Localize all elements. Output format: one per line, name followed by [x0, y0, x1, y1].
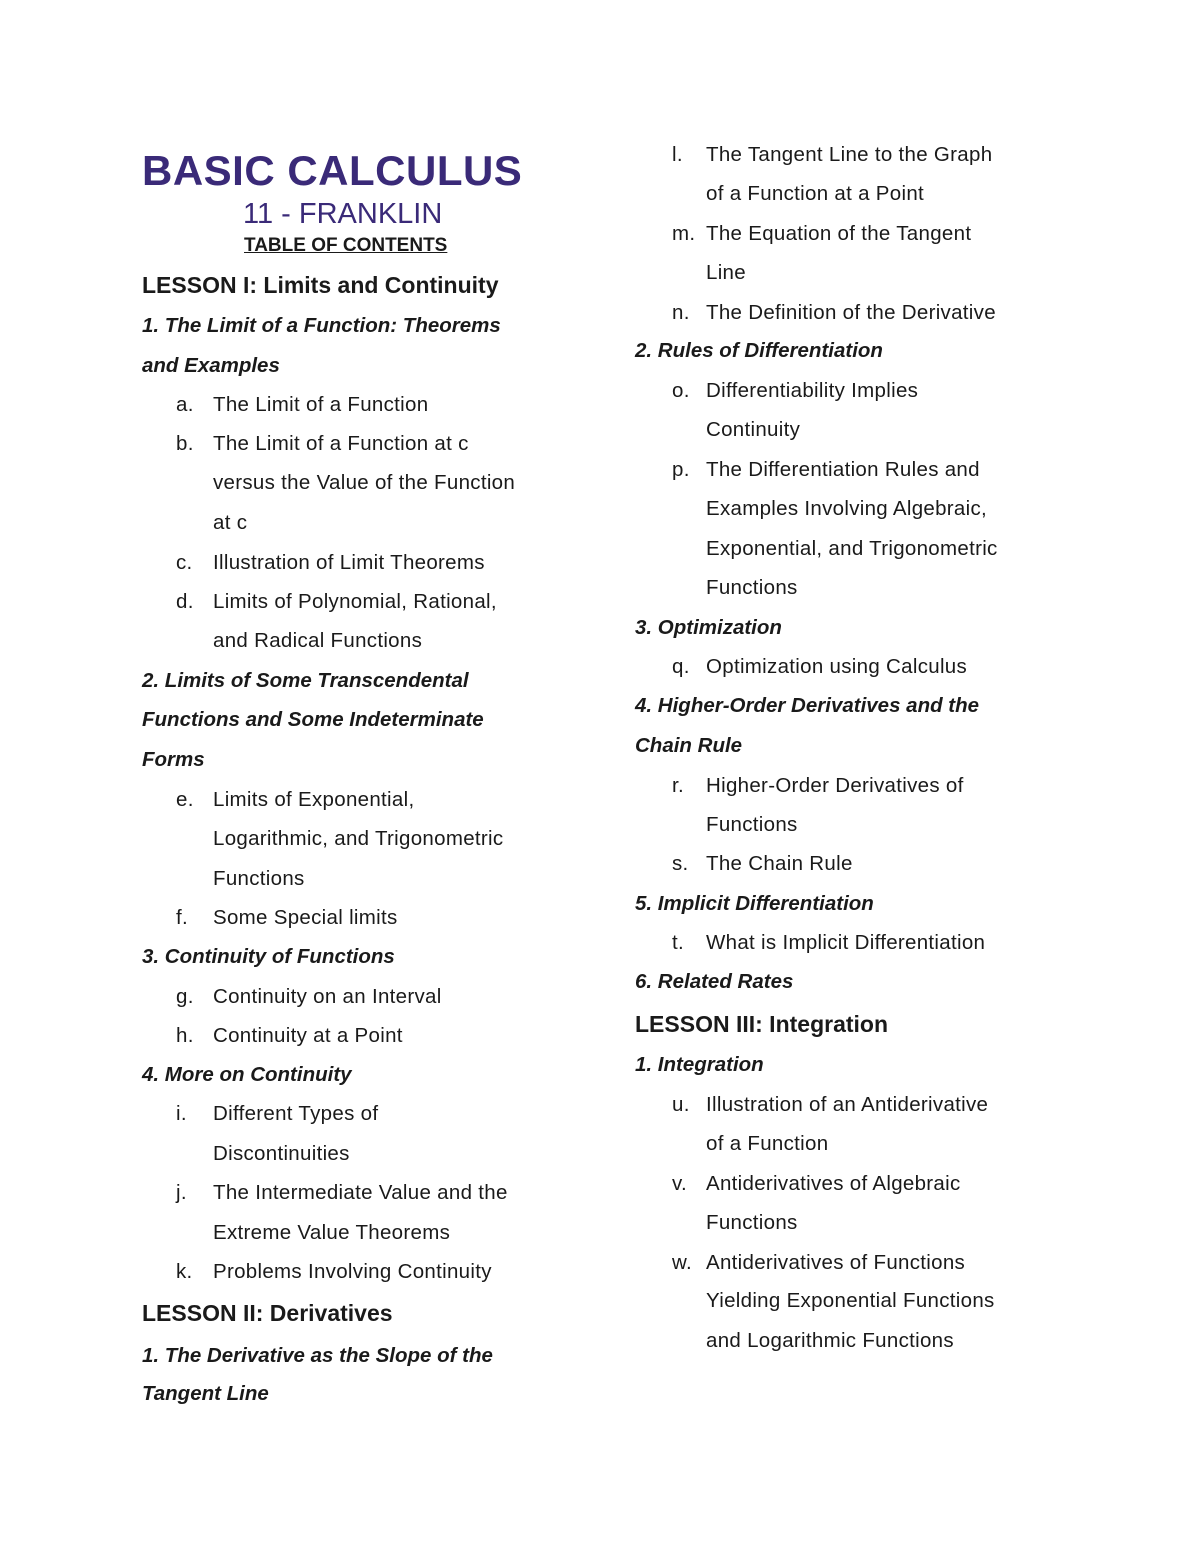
- section-1-2-line3: Forms: [142, 748, 205, 771]
- section-2-4-line1: 4. Higher-Order Derivatives and the: [635, 694, 980, 717]
- item-text: Illustration of Limit Theorems: [213, 551, 485, 574]
- item-text: Continuity at a Point: [213, 1024, 403, 1047]
- item-text: The Chain Rule: [706, 852, 853, 875]
- item-text: The Limit of a Function: [213, 393, 429, 416]
- item-text-continued: Functions: [213, 867, 305, 890]
- section-1-4: 4. More on Continuity: [142, 1063, 352, 1086]
- section-2-2: 2. Rules of Differentiation: [635, 339, 883, 362]
- section-2-1-line1: 1. The Derivative as the Slope of the: [142, 1344, 493, 1367]
- item-text-continued: versus the Value of the Function: [213, 471, 516, 494]
- item-marker: p.: [672, 458, 690, 481]
- item-text: Illustration of an Antiderivative: [706, 1093, 989, 1116]
- item-marker: g.: [176, 985, 194, 1008]
- item-text: Problems Involving Continuity: [213, 1260, 492, 1283]
- item-text-continued: Functions: [706, 813, 798, 836]
- item-text-continued: and Radical Functions: [213, 629, 423, 652]
- item-marker: r.: [672, 774, 684, 797]
- item-text-continued: of a Function at a Point: [706, 182, 925, 205]
- section-1-1-line2: and Examples: [142, 354, 280, 377]
- section-3-1: 1. Integration: [635, 1053, 764, 1076]
- item-marker: u.: [672, 1093, 690, 1116]
- item-text: Limits of Polynomial, Rational,: [213, 590, 497, 613]
- lesson-2-title: LESSON II: Derivatives: [142, 1300, 393, 1326]
- item-marker: l.: [672, 143, 683, 166]
- item-marker: q.: [672, 655, 690, 678]
- item-text: The Tangent Line to the Graph: [706, 143, 993, 166]
- item-marker: a.: [176, 393, 194, 416]
- item-text-continued: Discontinuities: [213, 1142, 350, 1165]
- item-marker: f.: [176, 906, 188, 929]
- section-2-6: 6. Related Rates: [635, 970, 794, 993]
- item-text-continued: of a Function: [706, 1132, 829, 1155]
- item-text: The Intermediate Value and the: [213, 1181, 508, 1204]
- item-text: The Equation of the Tangent: [706, 222, 972, 245]
- item-text: Higher-Order Derivatives of: [706, 774, 964, 797]
- item-marker: w.: [672, 1251, 692, 1274]
- item-marker: t.: [672, 931, 684, 954]
- item-text-continued: at c: [213, 511, 248, 534]
- item-text: Antiderivatives of Algebraic: [706, 1172, 961, 1195]
- section-1-2-line2: Functions and Some Indeterminate: [142, 708, 484, 731]
- item-marker: v.: [672, 1172, 688, 1195]
- item-marker: j.: [176, 1181, 187, 1204]
- section-1-3: 3. Continuity of Functions: [142, 945, 395, 968]
- item-text-continued: Continuity: [706, 418, 801, 441]
- item-text: What is Implicit Differentiation: [706, 931, 986, 954]
- item-marker: o.: [672, 379, 690, 402]
- item-marker: c.: [176, 551, 193, 574]
- item-text-continued: Functions: [706, 1211, 798, 1234]
- item-text: Differentiability Implies: [706, 379, 919, 402]
- item-text: The Limit of a Function at c: [213, 432, 469, 455]
- lesson-1-title: LESSON I: Limits and Continuity: [142, 272, 499, 298]
- lesson-3-title: LESSON III: Integration: [635, 1011, 889, 1037]
- item-text: Some Special limits: [213, 906, 398, 929]
- item-marker: n.: [672, 301, 690, 324]
- item-marker: i.: [176, 1102, 187, 1125]
- item-marker: k.: [176, 1260, 193, 1283]
- item-text-continued: Line: [706, 261, 746, 284]
- item-marker: m.: [672, 222, 696, 245]
- item-text-continued: Extreme Value Theorems: [213, 1221, 451, 1244]
- item-marker: h.: [176, 1024, 194, 1047]
- item-marker: e.: [176, 788, 194, 811]
- item-text-continued: Logarithmic, and Trigonometric: [213, 827, 504, 850]
- item-text-continued: Functions: [706, 576, 798, 599]
- section-2-5: 5. Implicit Differentiation: [635, 892, 874, 915]
- item-text: The Differentiation Rules and: [706, 458, 980, 481]
- item-text: Continuity on an Interval: [213, 985, 442, 1008]
- toc-label: TABLE OF CONTENTS: [244, 235, 448, 256]
- section-2-1-line2: Tangent Line: [142, 1382, 269, 1405]
- item-text-continued: Examples Involving Algebraic,: [706, 497, 988, 520]
- item-text: Different Types of: [213, 1102, 379, 1125]
- item-text-continued: and Logarithmic Functions: [706, 1329, 954, 1352]
- item-text-continued: Yielding Exponential Functions: [706, 1289, 995, 1312]
- section-1-2-line1: 2. Limits of Some Transcendental: [142, 669, 469, 692]
- item-marker: b.: [176, 432, 194, 455]
- item-marker: s.: [672, 852, 689, 875]
- section-2-3: 3. Optimization: [635, 616, 782, 639]
- item-text: The Definition of the Derivative: [706, 301, 996, 324]
- document-subtitle: 11 - FRANKLIN: [243, 198, 443, 230]
- item-text-continued: Exponential, and Trigonometric: [706, 537, 998, 560]
- document-title: BASIC CALCULUS: [142, 147, 523, 194]
- section-1-1-line1: 1. The Limit of a Function: Theorems: [142, 314, 501, 337]
- item-text: Optimization using Calculus: [706, 655, 968, 678]
- item-text: Limits of Exponential,: [213, 788, 415, 811]
- section-2-4-line2: Chain Rule: [635, 734, 743, 757]
- item-text: Antiderivatives of Functions: [706, 1251, 966, 1274]
- item-marker: d.: [176, 590, 194, 613]
